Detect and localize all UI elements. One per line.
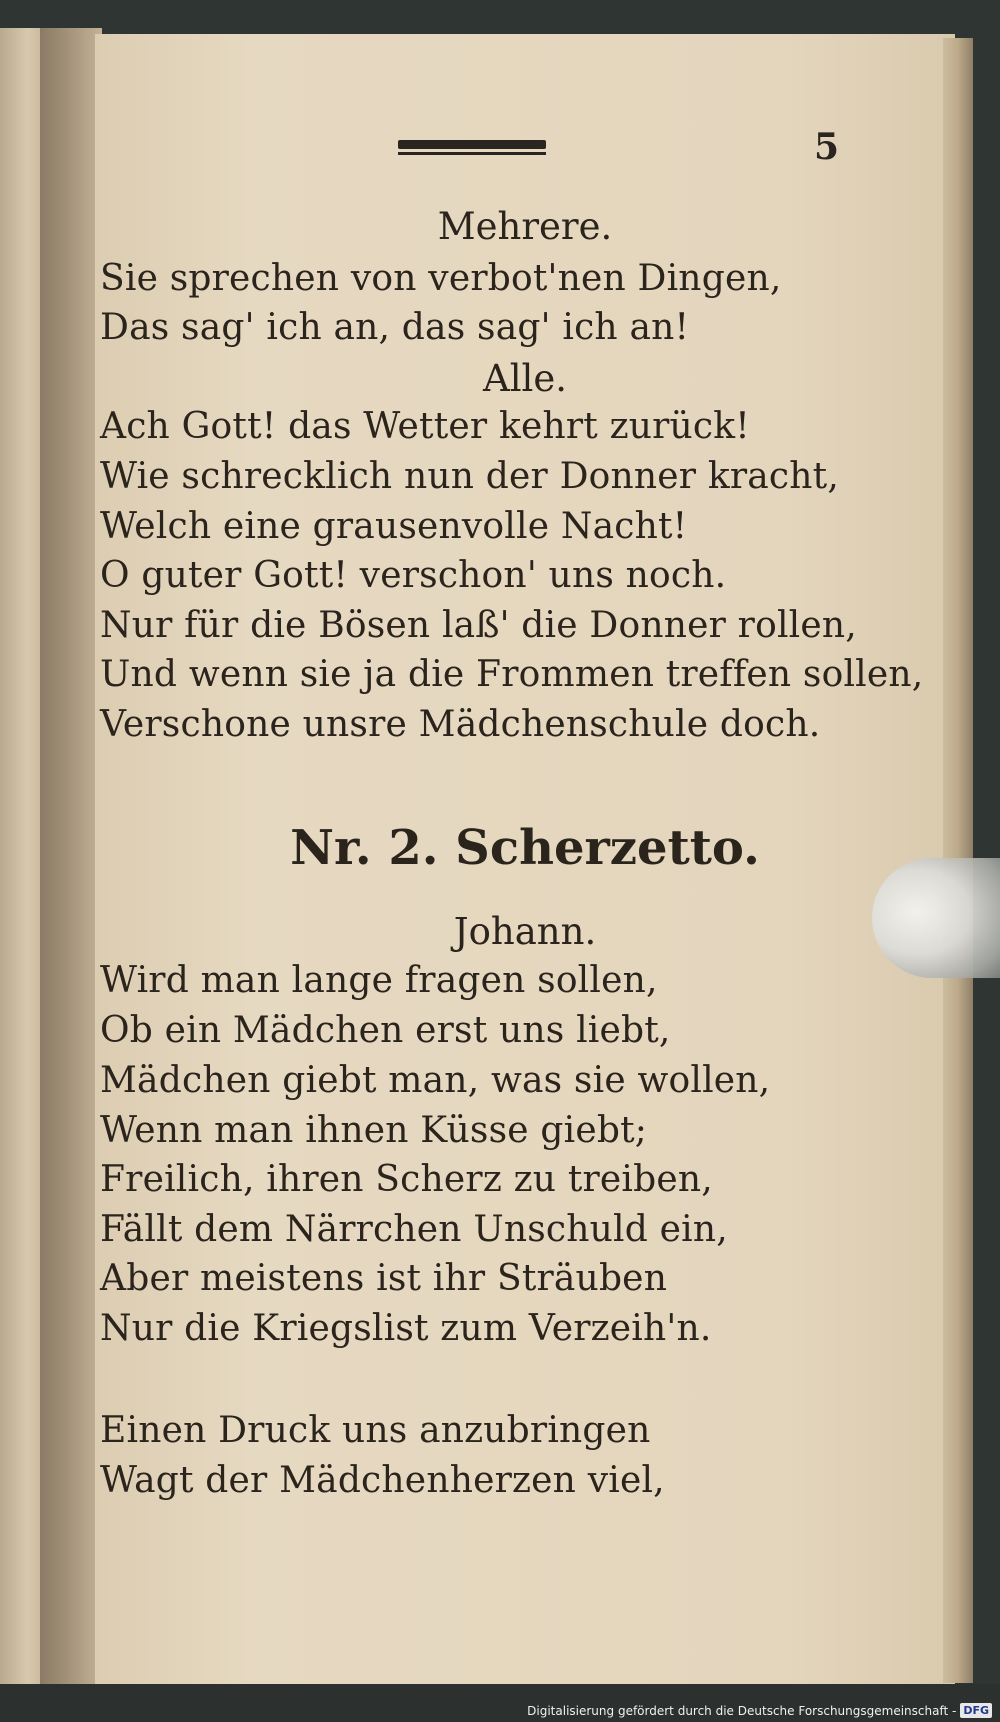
speaker-label: Alle.	[482, 357, 568, 400]
verse-line: Freilich, ihren Scherz zu treiben,	[100, 1159, 713, 1200]
verse-line: Einen Druck uns anzubringen	[100, 1410, 651, 1451]
verse-line: Fällt dem Närrchen Unschuld ein,	[100, 1209, 728, 1250]
verse-line: Nur für die Bösen laß' die Donner rollen,	[100, 605, 857, 646]
verse-line: Und wenn sie ja die Frommen treffen sollen,	[100, 654, 924, 695]
verse-line: O guter Gott! verschon' uns noch.	[100, 555, 727, 596]
dfg-logo: DFG	[960, 1703, 992, 1718]
rule-thin-line	[398, 152, 546, 155]
verse-line: Das sag' ich an, das sag' ich an!	[100, 307, 690, 348]
verse-line: Sie sprechen von verbot'nen Dingen,	[100, 258, 782, 299]
verse-line: Welch eine grausenvolle Nacht!	[100, 506, 688, 547]
verse-line: Ob ein Mädchen erst uns liebt,	[100, 1010, 671, 1051]
book-gutter	[40, 28, 102, 1688]
speaker-label: Johann.	[453, 910, 597, 953]
verse-line: Wird man lange fragen sollen,	[100, 960, 658, 1001]
rule-thick-line	[398, 140, 546, 149]
section-heading: Nr. 2. Scherzetto.	[290, 820, 760, 876]
verse-line: Wagt der Mädchenherzen viel,	[100, 1460, 665, 1501]
verse-line: Mädchen giebt man, was sie wollen,	[100, 1060, 771, 1101]
verse-line: Wie schrecklich nun der Donner kracht,	[100, 456, 839, 497]
verse-line: Wenn man ihnen Küsse giebt;	[100, 1110, 648, 1151]
decorative-rule	[398, 140, 546, 157]
speaker-label: Mehrere.	[437, 205, 613, 248]
verse-line: Verschone unsre Mädchenschule doch.	[100, 704, 821, 745]
page-number: 5	[814, 126, 840, 168]
verse-line: Ach Gott! das Wetter kehrt zurück!	[100, 406, 750, 447]
credit-text: Digitalisierung gefördert durch die Deutsche Forschungsgemeinschaft -	[527, 1703, 957, 1718]
verse-line: Aber meistens ist ihr Sträuben	[100, 1258, 668, 1299]
digitization-credit	[527, 1703, 992, 1718]
verse-line: Nur die Kriegslist zum Verzeih'n.	[100, 1308, 712, 1349]
scanner-thumb-holder	[872, 858, 1000, 978]
